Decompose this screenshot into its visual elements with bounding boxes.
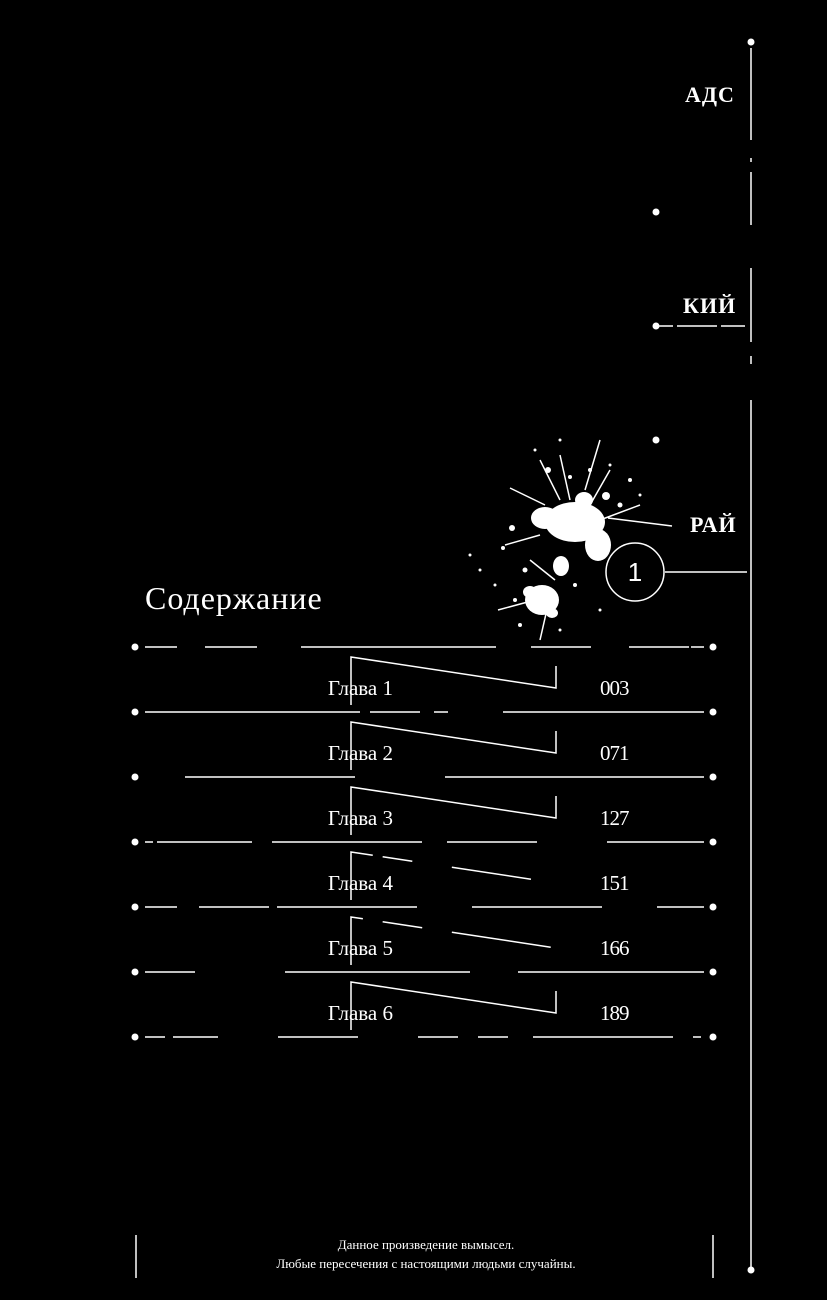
side-label-3: РАЙ: [690, 512, 737, 537]
chapter-label: Глава 6: [327, 1001, 393, 1025]
chapter-label: Глава 2: [327, 741, 393, 765]
toc-entry[interactable]: [135, 853, 715, 917]
rail-dots: [653, 39, 755, 1274]
disclaimer-line-1: Данное произведение вымысел.: [337, 1237, 515, 1252]
page-number: 127: [600, 806, 629, 830]
chapter-label: Глава 3: [327, 806, 393, 830]
page-number: 151: [600, 871, 629, 895]
chapter-label: Глава 1: [327, 676, 393, 700]
side-label-2: КИЙ: [683, 293, 737, 318]
side-label-1: АДС: [685, 82, 735, 107]
volume-number: 1: [627, 556, 643, 587]
disclaimer-line-2: Любые пересечения с настоящими людьми случайны.: [276, 1256, 576, 1271]
disclaimer: [140, 1235, 712, 1273]
page-number: 189: [600, 1001, 629, 1025]
page-number: 003: [600, 676, 629, 700]
chapter-label: Глава 5: [327, 936, 393, 960]
page-number: 166: [600, 936, 629, 960]
page-number: 071: [600, 741, 629, 765]
toc-entry[interactable]: [135, 788, 715, 852]
toc-entry[interactable]: [135, 723, 715, 787]
ink-splatter: [469, 439, 642, 632]
toc-title: Содержание: [145, 580, 323, 616]
chapter-label: Глава 4: [327, 871, 393, 895]
toc-entry[interactable]: [135, 918, 715, 982]
toc-entry[interactable]: [135, 658, 715, 722]
toc-entry[interactable]: [135, 983, 715, 1047]
